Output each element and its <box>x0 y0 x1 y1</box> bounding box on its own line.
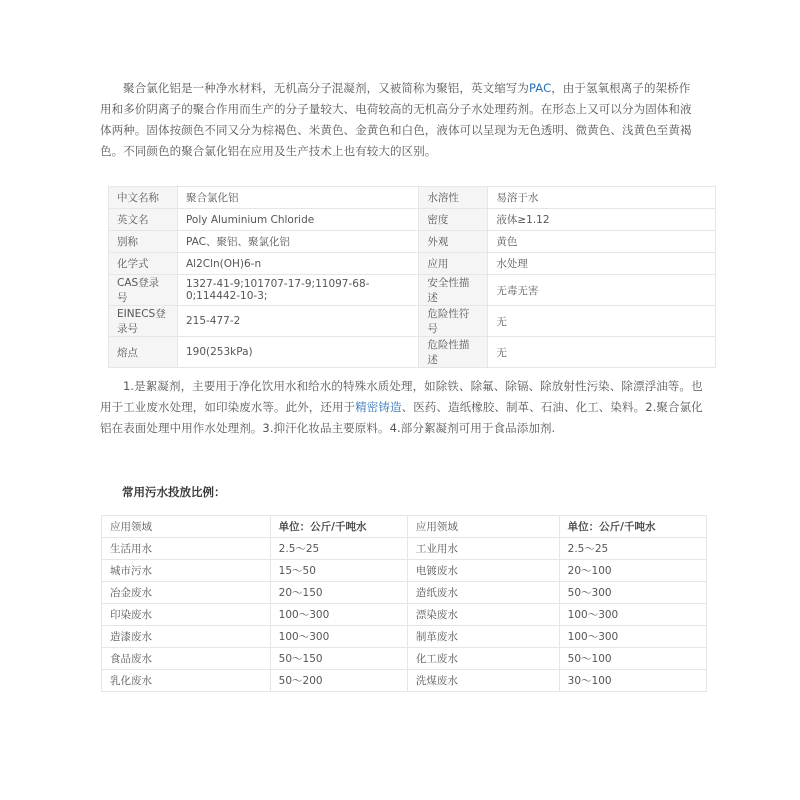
property-label: EINECS登录号 <box>109 306 178 337</box>
table-row <box>109 306 716 337</box>
column-header-unit: 单位：公斤/千吨水 <box>559 516 706 538</box>
dosage-cell: 100～300 <box>559 626 706 648</box>
field-cell: 造纸废水 <box>407 582 559 604</box>
field-cell: 造漆废水 <box>102 626 271 648</box>
property-label: 应用 <box>419 253 488 275</box>
table-row <box>109 253 716 275</box>
property-value: 215-477-2 <box>177 306 418 337</box>
field-cell: 食品废水 <box>102 648 271 670</box>
field-cell: 电镀废水 <box>407 560 559 582</box>
property-value: 无 <box>488 306 716 337</box>
property-value: PAC、聚铝、聚氯化铝 <box>177 231 418 253</box>
usage-text-2: 、医药、造纸橡胶、制革、石油、化工、染料。2.聚合氯化铝在表面处理中用作水处理剂。3.抑汗化妆品主要原料。4.部分絮凝剂可用于食品添加剂. <box>100 400 703 435</box>
property-label: 安全性描述 <box>419 275 488 306</box>
property-value: 无毒无害 <box>488 275 716 306</box>
property-label: 危险性描述 <box>419 337 488 368</box>
property-value: Al2Cln(OH)6-n <box>177 253 418 275</box>
property-label: CAS登录号 <box>109 275 178 306</box>
table-row <box>102 538 707 560</box>
property-label: 化学式 <box>109 253 178 275</box>
column-header-field: 应用领域 <box>102 516 271 538</box>
field-cell: 工业用水 <box>407 538 559 560</box>
table-row <box>109 231 716 253</box>
dosage-cell: 50～100 <box>559 648 706 670</box>
dosage-cell: 30～100 <box>559 670 706 692</box>
property-value: 液体≥1.12 <box>488 209 716 231</box>
property-value: 黄色 <box>488 231 716 253</box>
dosage-cell: 15～50 <box>270 560 407 582</box>
dosage-cell: 50～200 <box>270 670 407 692</box>
field-cell: 生活用水 <box>102 538 271 560</box>
dosage-cell: 50～150 <box>270 648 407 670</box>
table-row <box>102 670 707 692</box>
property-label: 水溶性 <box>419 187 488 209</box>
dosage-cell: 100～300 <box>270 604 407 626</box>
property-label: 熔点 <box>109 337 178 368</box>
table-row <box>102 648 707 670</box>
table-row <box>102 626 707 648</box>
dosage-cell: 20～150 <box>270 582 407 604</box>
property-value: 无 <box>488 337 716 368</box>
property-label: 英文名 <box>109 209 178 231</box>
property-label: 密度 <box>419 209 488 231</box>
field-cell: 制革废水 <box>407 626 559 648</box>
property-value: 聚合氯化铝 <box>177 187 418 209</box>
property-value: 易溶于水 <box>488 187 716 209</box>
property-label: 危险性符号 <box>419 306 488 337</box>
table-row <box>109 275 716 306</box>
dosage-cell: 100～300 <box>559 604 706 626</box>
field-cell: 乳化废水 <box>102 670 271 692</box>
table-header-row <box>102 516 707 538</box>
dosage-table <box>101 515 707 692</box>
field-cell: 印染废水 <box>102 604 271 626</box>
precision-casting-link[interactable]: 精密铸造 <box>355 400 402 414</box>
table-row <box>102 604 707 626</box>
field-cell: 城市污水 <box>102 560 271 582</box>
field-cell: 洗煤废水 <box>407 670 559 692</box>
property-value: 水处理 <box>488 253 716 275</box>
column-header-unit: 单位：公斤/千吨水 <box>270 516 407 538</box>
property-label: 外观 <box>419 231 488 253</box>
dosage-cell: 50～300 <box>559 582 706 604</box>
table-row <box>109 209 716 231</box>
property-label: 中文名称 <box>109 187 178 209</box>
field-cell: 漂染废水 <box>407 604 559 626</box>
property-label: 别称 <box>109 231 178 253</box>
table-row <box>109 337 716 368</box>
intro-text-1: 聚合氯化铝是一种净水材料，无机高分子混凝剂，又被简称为聚铝，英文缩写为 <box>123 81 529 95</box>
property-value: 190(253kPa) <box>177 337 418 368</box>
column-header-field: 应用领域 <box>407 516 559 538</box>
dosage-cell: 20～100 <box>559 560 706 582</box>
field-cell: 冶金废水 <box>102 582 271 604</box>
properties-table <box>108 186 716 368</box>
intro-paragraph <box>100 78 700 162</box>
table-row <box>102 560 707 582</box>
dosage-cell: 100～300 <box>270 626 407 648</box>
table-row <box>102 582 707 604</box>
pac-link[interactable]: PAC <box>529 81 552 95</box>
property-value: Poly Aluminium Chloride <box>177 209 418 231</box>
dosage-heading: 常用污水投放比例： <box>122 485 226 499</box>
table-row <box>109 187 716 209</box>
dosage-cell: 2.5～25 <box>270 538 407 560</box>
property-value: 1327-41-9;101707-17-9;11097-68-0;114442-10-3; <box>177 275 418 306</box>
intro-text-2: ，由于氢氧根离子的架桥作用和多价阴离子的聚合作用而生产的分子量较大、电荷较高的无机高分子水处理药剂。在形态上又可以分为固体和液体两种。固体按颜色不同又分为棕褐色、米黄色、金黄色和白色，液体可以呈现为无色透明、微黄色、浅黄色至黄褐色。不同颜色的聚合氯化铝在应用及生产技术上也有较大的区别。 <box>100 81 692 158</box>
field-cell: 化工废水 <box>407 648 559 670</box>
dosage-cell: 2.5～25 <box>559 538 706 560</box>
usage-paragraph <box>100 376 704 439</box>
usage-text-1: 1.是絮凝剂，主要用于净化饮用水和给水的特殊水质处理，如除铁、除氟、除镉、除放射性污染、除漂浮油等。也用于工业废水处理，如印染废水等。此外，还用于 <box>100 379 703 414</box>
